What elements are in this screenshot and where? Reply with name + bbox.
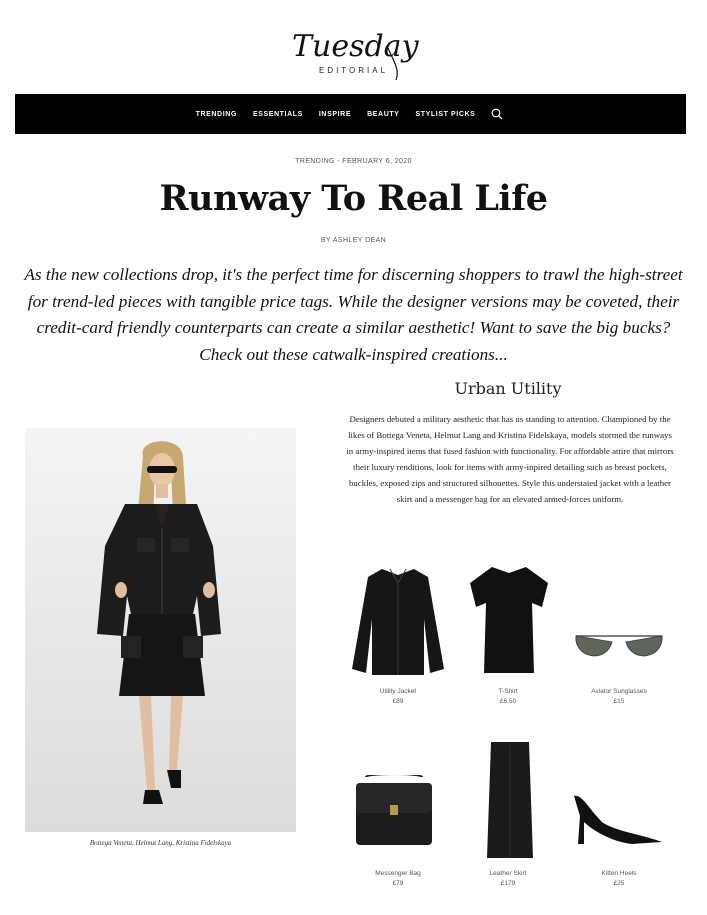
product-card[interactable] [338,869,458,889]
product-card[interactable] [559,869,679,889]
nav-item-beauty[interactable]: BEAUTY [367,110,400,118]
kitten-heels-image[interactable] [572,792,664,846]
product-price: £6.50 [499,698,517,705]
product-name: Kitten Heels [601,870,637,877]
product-name: T-Shirt [498,688,518,695]
product-price: £25 [613,880,625,887]
product-name: Leather Skirt [489,870,527,877]
article-byline[interactable]: BY ASHLEY DEAN [320,237,387,244]
utility-jacket-image[interactable] [352,565,444,677]
page-title: Runway To Real Life [159,178,548,219]
product-card[interactable] [448,687,568,707]
nav-item-inspire[interactable]: INSPIRE [318,110,352,118]
nav-item-essentials[interactable]: ESSENTIALS [252,110,303,118]
messenger-bag-image[interactable] [352,775,436,847]
product-card[interactable] [448,869,568,889]
runway-photo [25,428,296,832]
aviator-sunglasses-image[interactable] [572,628,666,668]
product-name: Utility Jacket [379,688,417,695]
product-card[interactable] [559,687,679,707]
search-icon[interactable] [491,107,505,121]
logo-subtitle: EDITORIAL [318,66,389,75]
section-title: Urban Utility [454,379,562,398]
article-date: FEBRUARY 6, 2020 [342,158,412,165]
section-body: Designers debuted a military aesthetic that has us standing to attention. Championed by the likes of Bottega Veneta, Helmut Lang and Kristina Fidelskaya, models stormed the runways in army-inspired items that fused fashion with functionality. For affordable attire that mirrors their luxury renditions, look for items with army-inpired detailing such as breast pockets, buckles, exposed zips and structured silhouettes. Style this understated jacket with a leather skirt and a messenger bag for an elevated armed-forces uniform. [346,414,674,504]
product-price: £179 [500,880,516,887]
product-name: Messenger Bag [375,870,421,877]
product-price: £15 [613,698,625,705]
article-intro: As the new collections drop, it's the perfect time for discerning shoppers to trawl the high-street for trend-led pieces with tangible price tags. While the designer versions may be coveted, their credit-card friendly counterparts can create a similar aesthetic! Want to save the big bucks? Check out these catwalk-inspired creations... [24,265,683,364]
product-card[interactable] [338,687,458,707]
article-category[interactable]: TRENDING [295,158,335,165]
nav-item-trending[interactable]: TRENDING [195,110,237,118]
product-price: £89 [392,698,404,705]
svg-text:Tuesday: Tuesday [292,29,419,64]
product-name: Aviator Sunglasses [591,688,647,695]
nav-item-stylist-picks[interactable]: STYLIST PICKS [415,110,476,118]
t-shirt-image[interactable] [470,565,548,675]
main-nav [15,94,686,134]
leather-skirt-image[interactable] [485,742,535,860]
product-price: £79 [392,880,404,887]
meta-separator: - [334,158,343,165]
site-logo[interactable] [0,26,707,86]
article-meta [0,158,707,165]
photo-caption: Bottega Veneta, Helmut Lang, Kristina Fidelskaya [89,839,232,847]
